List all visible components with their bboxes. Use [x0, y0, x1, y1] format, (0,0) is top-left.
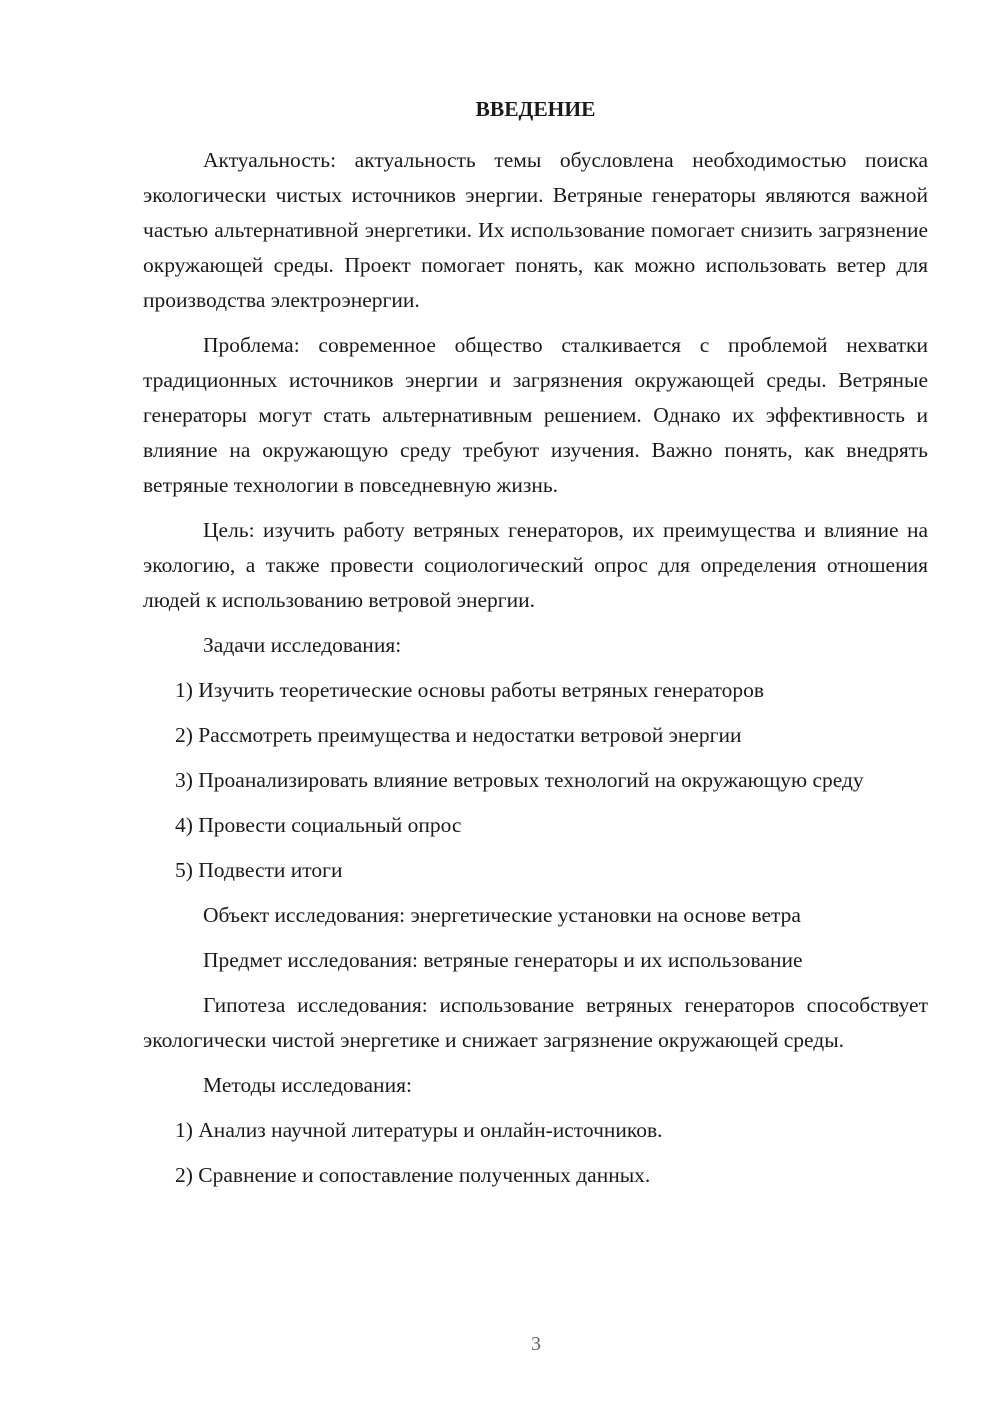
- method-item: 1) Анализ научной литературы и онлайн-источников.: [175, 1118, 663, 1142]
- page-title: ВВЕДЕНИЕ: [475, 97, 596, 121]
- methods-heading: Методы исследования:: [203, 1073, 412, 1097]
- task-item: 1) Изучить теоретические основы работы ветряных генераторов: [175, 678, 764, 702]
- object-line: Объект исследования: энергетические установки на основе ветра: [203, 903, 801, 927]
- method-item: 2) Сравнение и сопоставление полученных данных.: [175, 1163, 651, 1187]
- task-item: 2) Рассмотреть преимущества и недостатки ветровой энергии: [175, 723, 742, 747]
- goal-paragraph: Цель: изучить работу ветряных генераторов, их преимущества и влияние на экологию, а также провести социологический опрос для определения отношения людей к использованию ветровой энергии.: [143, 518, 928, 612]
- relevance-paragraph: Актуальность: актуальность темы обусловлена необходимостью поиска экологически чистых источников энергии. Ветряные генераторы являются важной частью альтернативной энергетики. Их использование помогает снизить загрязнение окружающей среды. Проект помогает понять, как можно использовать ветер для производства электроэнергии.: [143, 148, 928, 312]
- task-item: 5) Подвести итоги: [175, 858, 343, 882]
- document-page: [143, 92, 928, 1203]
- page-number: 3: [531, 1333, 541, 1355]
- problem-paragraph: Проблема: современное общество сталкивается с проблемой нехватки традиционных источников энергии и загрязнения окружающей среды. Ветряные генераторы могут стать альтернативным решением. Однако их эффективность и влияние на окружающую среду требуют изучения. Важно понять, как внедрять ветряные технологии в повседневную жизнь.: [143, 333, 928, 497]
- subject-line: Предмет исследования: ветряные генераторы и их использование: [203, 948, 803, 972]
- task-item: 4) Провести социальный опрос: [175, 813, 462, 837]
- task-item: 3) Проанализировать влияние ветровых технологий на окружающую среду: [175, 768, 864, 792]
- hypothesis-paragraph: Гипотеза исследования: использование ветряных генераторов способствует экологически чистой энергетике и снижает загрязнение окружающей среды.: [143, 993, 928, 1052]
- tasks-heading: Задачи исследования:: [203, 633, 402, 657]
